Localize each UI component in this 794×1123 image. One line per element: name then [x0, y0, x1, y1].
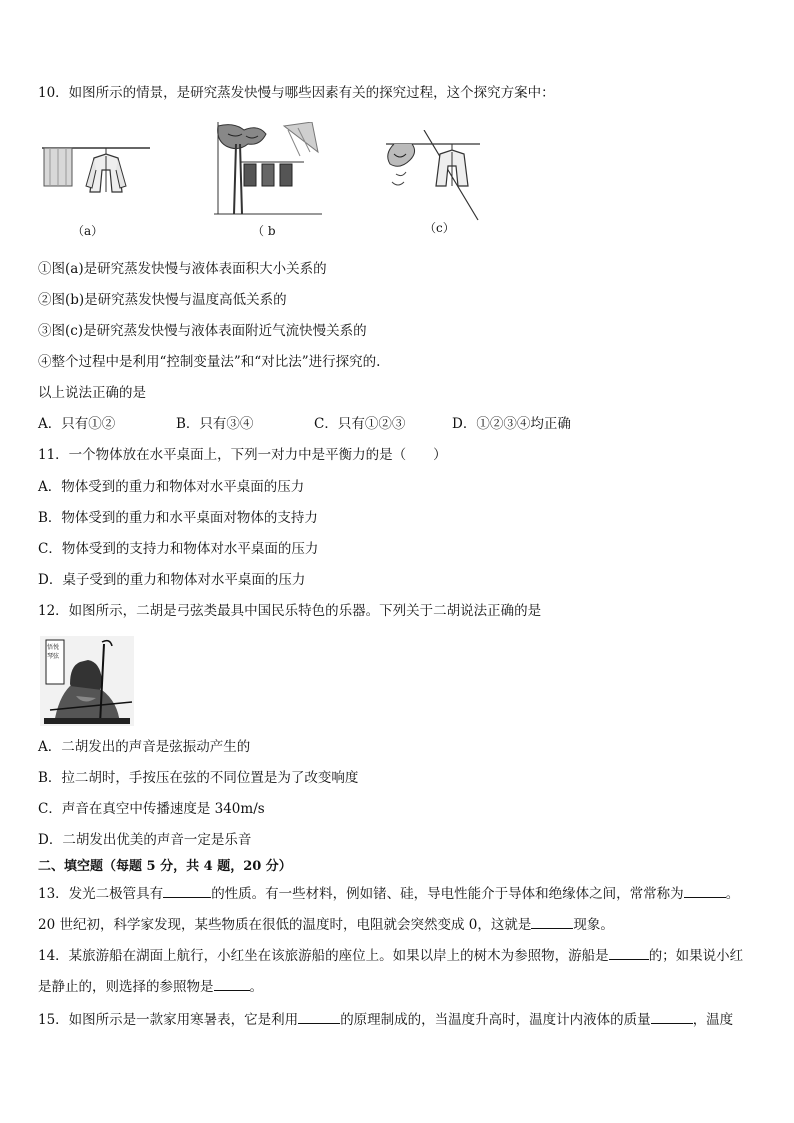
q13-blank-1[interactable]	[163, 884, 211, 898]
figure-b-caption: （ b	[252, 224, 276, 238]
q11-option-b[interactable]: B．物体受到的重力和水平桌面对物体的支持力	[38, 510, 318, 526]
q12-option-c[interactable]: C．声音在真空中传播速度是 340m/s	[38, 801, 265, 817]
q10-statement-2: ②图(b)是研究蒸发快慢与温度高低关系的	[38, 292, 287, 308]
q10-stem: 10．如图所示的情景，是研究蒸发快慢与哪些因素有关的探究过程，这个探究方案中：	[38, 85, 555, 101]
q10-statement-3: ③图(c)是研究蒸发快慢与液体表面附近气流快慢关系的	[38, 323, 367, 339]
figure-a-caption: （a）	[72, 224, 104, 238]
q11-option-a[interactable]: A．物体受到的重力和物体对水平桌面的压力	[38, 479, 305, 495]
q14-text-2: 的；如果说小红	[648, 948, 744, 964]
q14-blank-2[interactable]	[214, 977, 250, 991]
figure-c-clothes-wind	[382, 130, 482, 222]
q12-option-b[interactable]: B．拉二胡时，手按压在弦的不同位置是为了改变响度	[38, 770, 359, 786]
q10-option-c[interactable]: C．只有①②③	[314, 416, 406, 432]
q15-line-1	[38, 1010, 733, 1029]
q11-stem: 11．一个物体放在水平桌面上，下列一对力中是平衡力的是（ ）	[38, 447, 447, 463]
q13-text-1: 13．发光二极管具有	[38, 886, 164, 902]
q13-line-2	[38, 915, 614, 934]
q14-text-1: 14．某旅游船在湖面上航行，小红坐在该旅游船的座位上。如果以岸上的树木为参照物，游船是	[38, 948, 609, 964]
q13-blank-2[interactable]	[684, 884, 726, 898]
q13-text-2: 的性质。有一些材料，例如锗、硅，导电性能介于导体和绝缘体之间，常常称为	[211, 886, 684, 902]
q15-text-3: ，温度	[692, 1012, 734, 1028]
q14-line-2	[38, 977, 263, 996]
q15-blank-2[interactable]	[651, 1010, 693, 1024]
q12-option-d[interactable]: D．二胡发出优美的声音一定是乐音	[38, 832, 252, 848]
q10-statement-1: ①图(a)是研究蒸发快慢与液体表面积大小关系的	[38, 261, 327, 277]
q11-option-d[interactable]: D．桌子受到的重力和物体对水平桌面的压力	[38, 572, 306, 588]
erhu-image-text: 悟悦琴弦	[47, 644, 60, 660]
q13-line-1	[38, 884, 739, 903]
q10-option-a[interactable]: A．只有①②	[38, 416, 116, 432]
q12-stem: 12．如图所示，二胡是弓弦类最具中国民乐特色的乐器。下列关于二胡说法正确的是	[38, 603, 542, 619]
q14-line-1	[38, 946, 743, 965]
q15-text-1: 15．如图所示是一款家用寒暑表，它是利用	[38, 1012, 299, 1028]
q10-prompt: 以上说法正确的是	[38, 385, 146, 401]
figure-b-tree-sun	[214, 122, 324, 216]
q10-option-d[interactable]: D．①②③④均正确	[452, 416, 571, 432]
q13-blank-3[interactable]	[531, 915, 573, 929]
q13-text-4: 20 世纪初，科学家发现，某些物质在很低的温度时，电阻就会突然变成 0，这就是	[38, 917, 532, 933]
q10-statement-4: ④整个过程中是利用“控制变量法”和“对比法”进行探究的.	[38, 354, 381, 370]
section-2-title: 二、填空题（每题 5 分，共 4 题，20 分）	[38, 859, 292, 874]
q15-text-2: 的原理制成的，当温度升高时，温度计内液体的质量	[340, 1012, 651, 1028]
figure-c-caption: （c）	[424, 221, 455, 235]
q13-text-5: 现象。	[573, 917, 614, 933]
figure-a-clothes-drying	[42, 130, 152, 210]
q10-option-b[interactable]: B．只有③④	[176, 416, 254, 432]
q15-blank-1[interactable]	[298, 1010, 340, 1024]
q14-blank-1[interactable]	[609, 946, 649, 960]
q11-option-c[interactable]: C．物体受到的支持力和物体对水平桌面的压力	[38, 541, 319, 557]
q14-text-4: 。	[249, 979, 263, 995]
q13-text-3: 。	[725, 886, 740, 902]
q12-option-a[interactable]: A．二胡发出的声音是弦振动产生的	[38, 739, 251, 755]
q14-text-3: 是静止的，则选择的参照物是	[38, 979, 214, 995]
